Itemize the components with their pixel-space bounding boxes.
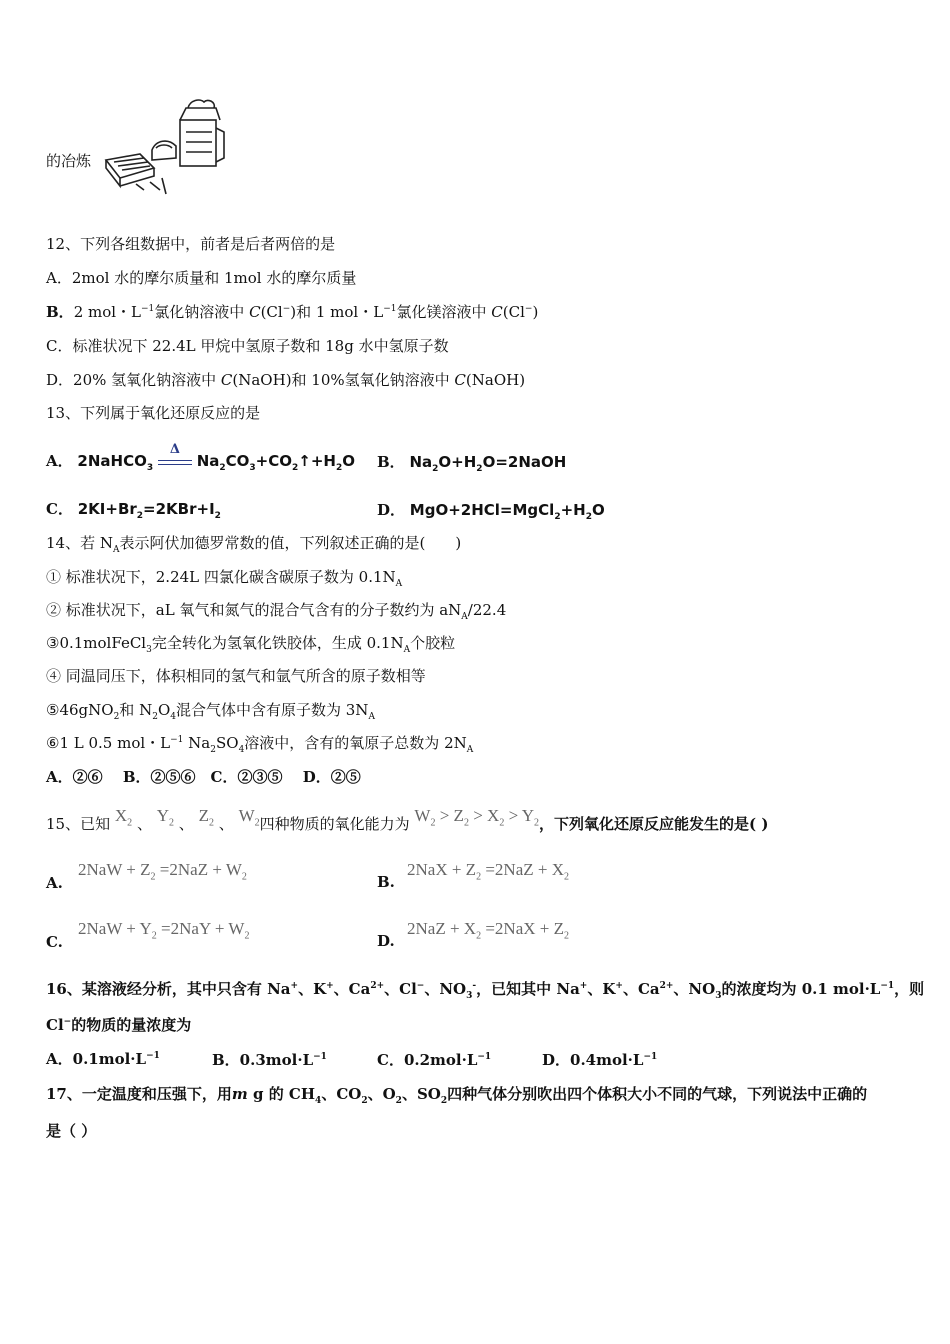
q14-statement-5: ⑤46gNO$_2$和 $N_2O_4$混合气体中含有原子数为 $3N_A$ <box>46 701 375 722</box>
q15-option-a-label: A. <box>46 874 63 892</box>
q15-option-a-equation: $2NaW + Z_2 =2NaZ + W_2$ <box>78 860 247 883</box>
q15-option-b-equation: $2NaX + Z_2 =2NaZ + X_2$ <box>407 860 569 883</box>
q16-stem-line1: 16、某溶液经分析，其中只含有 Na+、K+、$Ca^{2+}$、Cl−、$NO_3^-$，已知其中 Na+、K+、$Ca^{2+}$、$NO_3$的浓度均为 0.1 $mol\cdot L^{-1}$，则 <box>46 980 925 1001</box>
q12-option-c: C．标准状况下 22.4L 甲烷中氢原子数和 18g 水中氢原子数 <box>46 337 449 355</box>
q12-option-d: D．20% 氢氧化钠溶液中 C(NaOH)和 10%氢氧化钠溶液中 C(NaOH) <box>46 371 526 389</box>
q12-option-a: A．2mol 水的摩尔质量和 1mol 水的摩尔质量 <box>46 269 357 287</box>
q14-statement-6: ⑥1 L 0.5 mol・$L^{-1}$ $Na_2SO_4$溶液中，含有的氧原子总数为 $2N_A$ <box>46 734 474 755</box>
q16-option-c: C．$0.2mol\cdot L^{-1}$ <box>377 1051 492 1069</box>
q17-stem-line2: 是（ ） <box>46 1122 97 1140</box>
q14-stem: 14、若 $N_A$表示阿伏加德罗常数的值，下列叙述正确的是( ) <box>46 534 462 555</box>
q13-option-c: C． $2KI+Br_2=2KBr+I_2$ <box>46 500 221 521</box>
q11-tail: 的冶炼 <box>46 152 92 170</box>
q16-option-b: B．$0.3mol\cdot L^{-1}$ <box>212 1051 327 1069</box>
q15-option-d-label: D. <box>377 932 395 950</box>
q16-option-d: D．$0.4mol\cdot L^{-1}$ <box>542 1051 658 1069</box>
heat-symbol: Δ <box>169 441 180 457</box>
q14-statement-4: ④ 同温同压下，体积相同的氢气和氩气所含的原子数相等 <box>46 667 426 685</box>
q16-stem-line2: Cl−的物质的量浓度为 <box>46 1016 192 1034</box>
smelting-illustration <box>96 98 226 202</box>
q14-statement-1: ① 标准状况下，2.24L 四氯化碳含碳原子数为 $0.1N_A$ <box>46 568 403 589</box>
q17-stem-line1: 17、一定温度和压强下，用m g 的 $CH_4$、$CO_2$、$O_2$、$SO_2$四种气体分别吹出四个体积大小不同的气球，下列说法中正确的 <box>46 1085 868 1106</box>
q12-option-b: B．2 mol・$L^{-1}$氯化钠溶液中 C(Cl−)和 1 mol・$L^{-1}$氯化镁溶液中 C(Cl−) <box>46 303 539 321</box>
q15-option-c-equation: $2NaW + Y_2 =2NaY + W_2$ <box>78 919 250 942</box>
q15-option-b-label: B. <box>377 873 395 891</box>
q13-option-a: A． 2NaHCO$_3$ Δ $Na_2CO_3+CO_2↑+H_2O$ <box>46 441 355 473</box>
q14-options: A．②⑥ B．②⑤⑥ C．②③⑤ D．②⑤ <box>46 768 361 786</box>
q13-stem: 13、下列属于氧化还原反应的是 <box>46 404 261 422</box>
q13-option-b: B． $Na_2O+H_2O=2NaOH$ <box>377 453 567 474</box>
q15-option-c-label: C. <box>46 933 63 951</box>
q14-statement-3: ③0.1molFeCl$_3$完全转化为氢氧化铁胶体，生成 $0.1N_A$个胶粒 <box>46 634 456 655</box>
q14-statement-2: ② 标准状况下，aL 氧气和氮气的混合气含有的分子数约为 $aN_A/22.4$ <box>46 601 507 622</box>
q13-option-d: D． $MgO+2HCl=MgCl_2+H_2O$ <box>377 501 605 522</box>
q12-stem: 12、下列各组数据中，前者是后者两倍的是 <box>46 235 336 253</box>
q15-option-d-equation: $2NaZ + X_2 =2NaX + Z_2$ <box>407 919 569 942</box>
q15-stem: 15、已知 $X_2$ 、 $Y_2$ 、 $Z_2$ 、 $W_2$四种物质的氧化能力为 $W_2 > Z_2 > X_2 > Y_2$，下列氧化还原反应能发生的是( ) <box>46 806 769 833</box>
q16-option-a: A．$0.1mol\cdot L^{-1}$ <box>46 1050 160 1068</box>
